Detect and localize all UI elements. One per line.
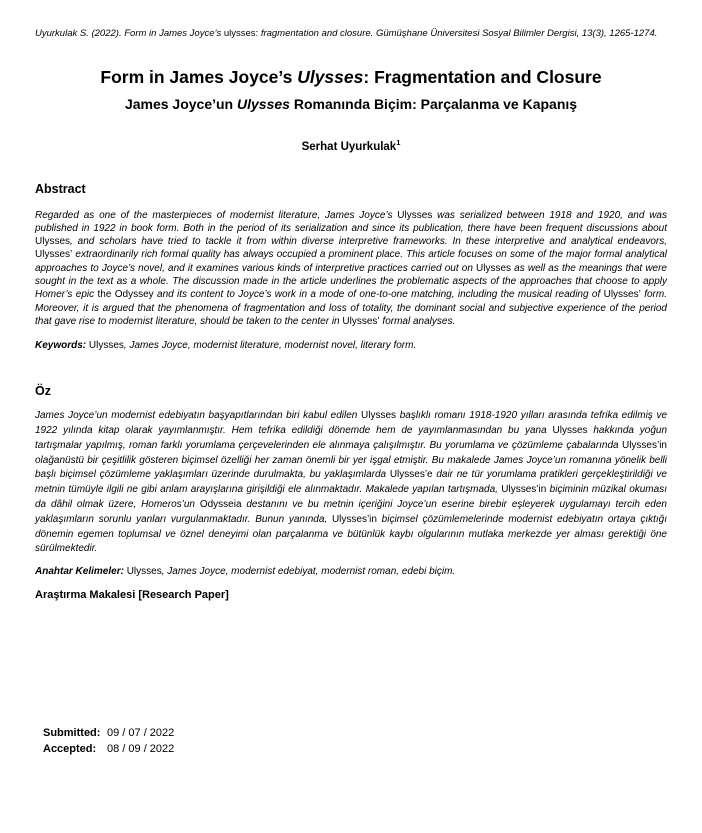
author-line — [35, 137, 667, 154]
oz-heading: Öz — [35, 384, 51, 399]
article-subtitle: James Joyce’un Ulysses Romanında Biçim: Parçalanma ve Kapanış — [124, 95, 578, 112]
oz-body: James Joyce’un modernist edebiyatın başyapıtlarından biri kabul edilen Ulysses başlıklı romanı 1918-1920 yılları arasında tefrika edilmiş ve 1922 yılında kitap olarak yayımlanmıştır. Hem tefrika edildiği dönemde hem de yayımlanmasından bu yana Ulysses hakkında yoğun tartışmalar yapılmış, roman farklı yorumlama çerçevelerinden ele alınmaya çalışılmıştır. Bu yorumlama ve çözümleme çabalarında Ulysses’in olağanüstü bir çeşitlilik gösteren biçimsel özelliği her zaman önemli bir yer işgal etmiştir. Bu makalede James Joyce’un romanına yönelik belli başlı biçimsel çözümleme yaklaşımları üzerinde durulmakta, bu yaklaşımlarda Ulysses’e dair ne tür yorumlama pratikleri gerçekleştirildiği ve metnin tümüyle ilgili ne gibi anlam arayışlarına girişildiği ele alınmaktadır. Makalede yapılan tartışmada, Ulysses’in biçiminin müzikal okuması da dâhil olmak üzere, Homeros’un Odysseia destanını ve bu metnin içeriğini Joyce’un eserine birebir eşleyerek uygulamayı tercih eden yaklaşımların sorunlu yanları vurgulanmaktadır. Bunun yanında, Ulysses’in biçimsel çözümlemelerinde modernist edebiyatın ortaya çıktığı dönemin egemen toplumsal ve öznel deneyimi olan parçalanma ve bütünlük kaybı olgularının mutlaka merkezde yer alması gerektiği öne sürülmektedir. — [35, 410, 668, 555]
article-title: Form in James Joyce’s Ulysses: Fragmentation and Closure — [100, 66, 602, 87]
submitted-row — [43, 726, 174, 742]
accepted-label: Accepted: — [43, 742, 97, 755]
anahtar-kelimeler-line: Anahtar Kelimeler: Ulysses, James Joyce, modernist edebiyat, modernist roman, edebi biçim. — [35, 566, 456, 578]
accepted-row — [43, 742, 174, 758]
author-footnote-marker: 1 — [396, 137, 401, 147]
submission-dates — [43, 726, 174, 757]
accepted-value: 08 / 09 / 2022 — [107, 742, 175, 755]
article-type-label: Araştırma Makalesi [Research Paper] — [35, 589, 229, 602]
abstract-body: Regarded as one of the masterpieces of modernist literature, James Joyce’s Ulysses was serialized between 1918 and 1920, and was published in 1922 in book form. Both in the period of its serialization and since its publication, there have been frequent discussions about Ulysses, and scholars have tried to tackle it from within diverse interpretive frameworks. In these interpretive and analytical endeavors, Ulysses’ extraordinarily rich formal quality has always occupied a prominent place. This article focuses on some of the major formal analytical approaches to Joyce’s novel, and it examines various kinds of interpretive practices carried out on Ulysses as well as the meanings that were sought in the text as a whole. The discussion made in the article underlines the problematic aspects of the approaches that choose to apply Homer’s epic the Odyssey and its content to Joyce’s work in a mode of one-to-one matching, including the musical reading of Ulysses’ form. Moreover, it is argued that the phenomena of fragmentation and loss of totality, the dominant social and subjective experience of the period that gave rise to modernist literature, should be taken to the center in Ulysses’ formal analyses. — [35, 209, 667, 327]
citation-line: Uyurkulak S. (2022). Form in James Joyce’s ulysses: fragmentation and closure. Gümüşhane Üniversitesi Sosyal Bilimler Dergisi, 13(3), 1265-1274. — [35, 28, 658, 39]
keywords-line: Keywords: Ulysses, James Joyce, modernist literature, modernist novel, literary form. — [35, 340, 417, 352]
abstract-heading: Abstract — [35, 181, 86, 196]
submitted-label: Submitted: — [43, 727, 101, 739]
submitted-value: 09 / 07 / 2022 — [107, 727, 175, 739]
author-name: Serhat Uyurkulak — [301, 140, 397, 153]
